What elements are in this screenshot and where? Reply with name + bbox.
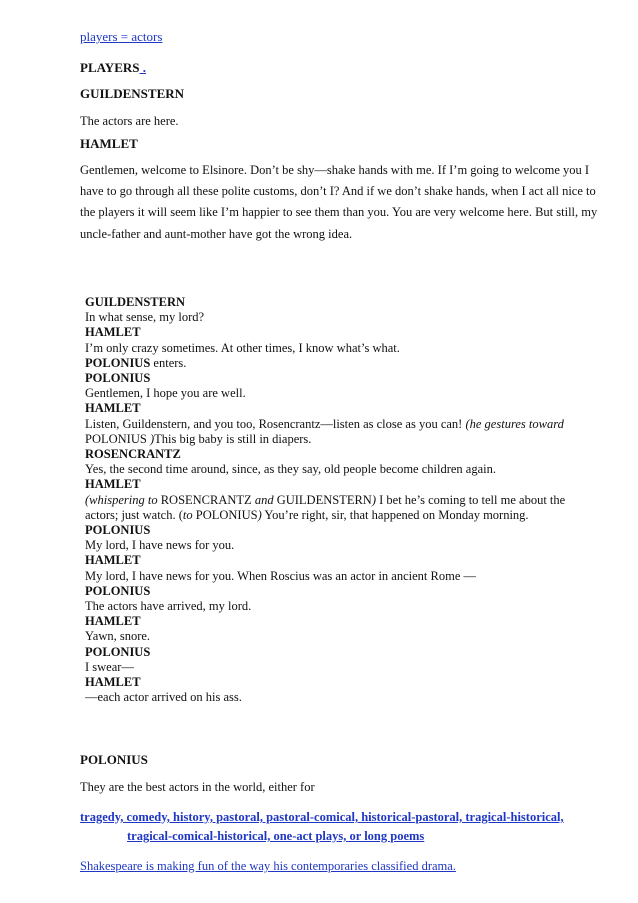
players-actors-link[interactable]: players = actors	[80, 29, 163, 44]
line-text: actors; just watch. (	[85, 507, 183, 522]
stage-direction: to	[182, 507, 196, 522]
speaker-hamlet: HAMLET	[85, 675, 141, 690]
stage-direction: )	[371, 492, 376, 507]
stage-direction-name: POLONIUS	[85, 431, 150, 446]
stage-direction: )	[257, 507, 262, 522]
line-text: Listen, Guildenstern, and you too, Rosencrantz—listen as close as you can!	[85, 416, 466, 431]
stage-direction-name: ROSENCRANTZ	[160, 492, 255, 507]
line-hamlet-3	[85, 493, 605, 508]
speaker-rosencrantz: ROSENCRANTZ	[85, 447, 181, 462]
line-hamlet-2	[85, 417, 605, 432]
stage-direction: and	[254, 492, 277, 507]
speaker-hamlet: HAMLET	[85, 614, 141, 629]
speaker-hamlet: HAMLET	[85, 325, 141, 340]
polonius-line: They are the best actors in the world, either for	[80, 780, 315, 794]
line-text: You’re right, sir, that happened on Monday morning.	[261, 507, 529, 522]
line-hamlet-3-cont	[85, 508, 605, 523]
stage-direction-name: POLONIUS	[85, 355, 151, 370]
line-rosencrantz-1: Yes, the second time around, since, as they say, old people become children again.	[85, 462, 496, 477]
players-annotation-link[interactable]: .	[139, 60, 146, 75]
speaker-hamlet: HAMLET	[85, 553, 141, 568]
stage-direction-name: GUILDENSTERN	[276, 492, 372, 507]
genres-link-line2[interactable]: tragical-comical-historical, one-act plays, or long poems	[127, 829, 425, 843]
stage-direction: (whispering to	[85, 492, 161, 507]
speaker-polonius: POLONIUS	[85, 523, 151, 538]
genres-link-line1[interactable]: tragedy, comedy, history, pastoral, pastoral-comical, historical-pastoral, tragical-historical,	[80, 810, 564, 824]
speaker-guildenstern: GUILDENSTERN	[85, 295, 186, 309]
dialogue-box	[85, 295, 605, 705]
speaker-polonius: POLONIUS	[85, 644, 151, 659]
stage-direction: (he gestures toward	[465, 416, 564, 431]
line-polonius-4: I swear—	[85, 659, 134, 674]
speaker-polonius: POLONIUS	[85, 371, 151, 386]
players-heading	[80, 60, 146, 76]
line-hamlet-5: Yawn, snore.	[85, 629, 151, 644]
players-heading-text: PLAYERS	[80, 60, 140, 75]
hamlet-speech: Gentlemen, welcome to Elsinore. Don’t be shy—shake hands with me. If I’m going to welcome you I have to go through all these polite customs, don’t I? And if we don’t shake hands, when I act all nice to the players it will seem like I’m happier to see them than you. You are very welcome here. But still, my uncle-father and aunt-mother have got the wrong idea.	[80, 163, 598, 241]
footnote-link[interactable]: Shakespeare is making fun of the way his contemporaries classified drama.	[80, 859, 456, 873]
stage-direction-enters	[85, 356, 605, 371]
stage-direction-text: enters.	[150, 355, 187, 370]
line-polonius-3: The actors have arrived, my lord.	[85, 599, 252, 614]
line-hamlet-1: I’m only crazy sometimes. At other times, I know what’s what.	[85, 340, 400, 355]
line-polonius-1: Gentlemen, I hope you are well.	[85, 386, 246, 401]
speaker-polonius: POLONIUS	[85, 583, 151, 598]
stage-direction-name: POLONIUS	[195, 507, 258, 522]
speaker-hamlet: HAMLET	[85, 401, 141, 416]
hamlet-heading: HAMLET	[80, 136, 138, 151]
speaker-hamlet: HAMLET	[85, 477, 141, 492]
line-text: I bet he’s coming to tell me about the	[376, 492, 566, 507]
line-hamlet-2-cont	[85, 432, 605, 447]
line-guildenstern-1: In what sense, my lord?	[85, 310, 205, 325]
line-text: This big baby is still in diapers.	[154, 431, 312, 446]
line-polonius-2: My lord, I have news for you.	[85, 538, 235, 553]
stage-direction: )	[149, 431, 155, 446]
line-hamlet-6: —each actor arrived on his ass.	[85, 690, 242, 705]
line-hamlet-4: My lord, I have news for you. When Roscius was an actor in ancient Rome —	[85, 568, 476, 583]
guildenstern-heading: GUILDENSTERN	[80, 86, 185, 101]
guildenstern-line: The actors are here.	[80, 114, 179, 128]
polonius-heading: POLONIUS	[80, 752, 148, 767]
